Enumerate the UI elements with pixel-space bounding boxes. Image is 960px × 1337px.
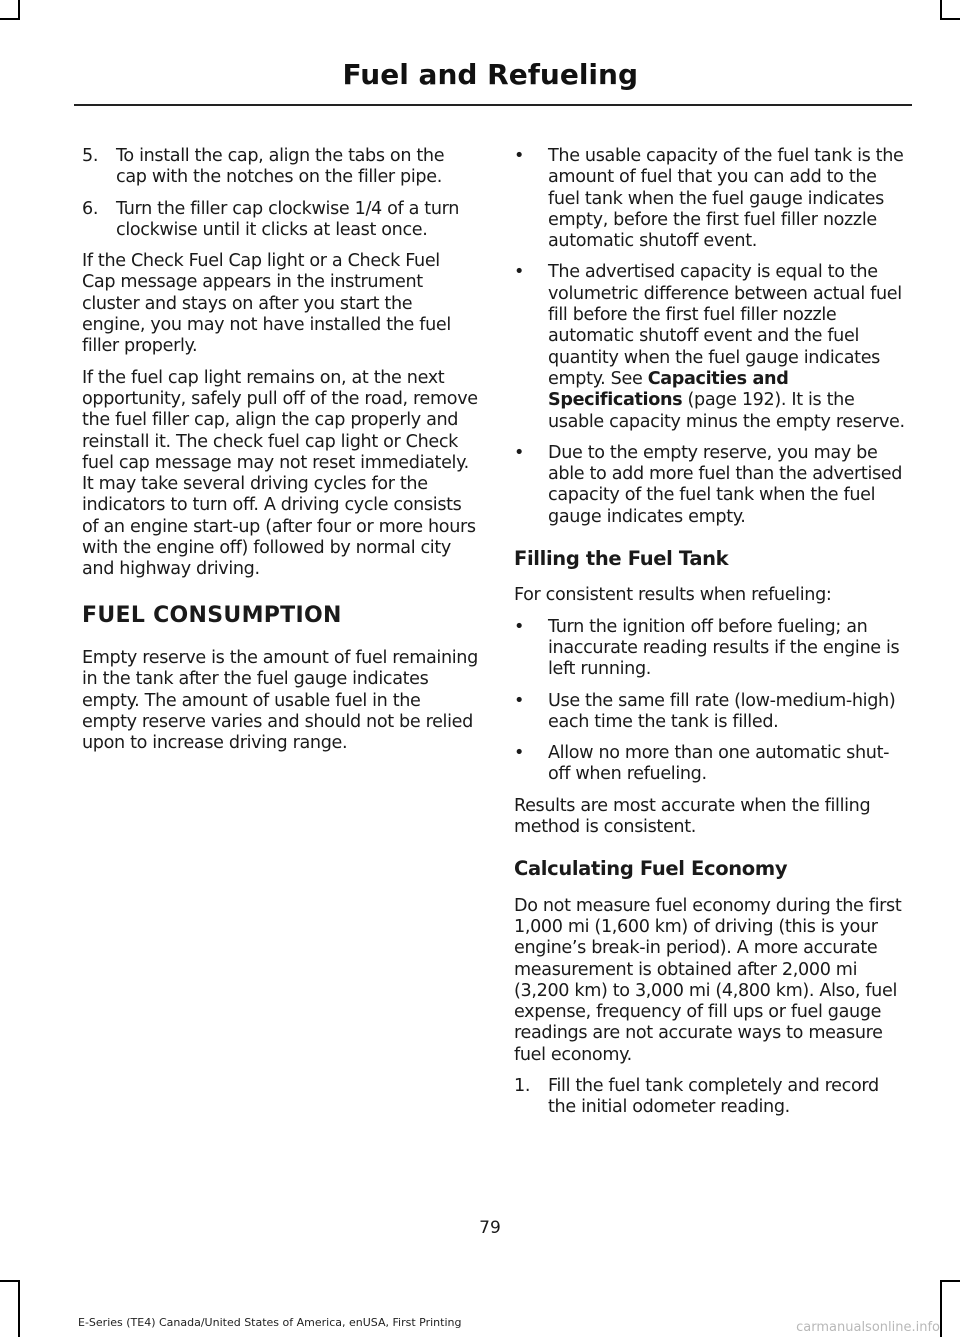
bullet-text: Use the same fill rate (low-medium-high) each time the tank is filled. [548,690,896,732]
crop-mark [0,1280,20,1282]
bullet-fill-rate [514,691,910,734]
page-header-title: Fuel and Refueling [342,58,638,91]
bullet-usable-capacity [514,146,910,252]
crop-mark [18,0,20,18]
page-number: 79 [479,1218,501,1238]
crop-mark [0,18,20,20]
bullet-text: The advertised capacity is equal to the volumetric difference between actual fuel fill before the first fuel filler nozzle automatic shutoff event and the fuel quantity when the fuel gauge indicates empty. See [548,262,902,389]
capacities-specifications-link[interactable]: Capacities and Specifications [548,368,789,411]
step-number: 1. [514,1075,531,1096]
bullet-shut-off [514,743,910,786]
section-heading-fuel-consumption: FUEL CONSUMPTION [82,602,342,628]
left-column [82,146,478,764]
paragraph-empty-reserve: Empty reserve is the amount of fuel remaining in the tank after the fuel gauge indicates empty. The amount of usable fuel in the empty reserve varies and should not be relied upon to increase driving range. [82,647,478,754]
paragraph-calc: Do not measure fuel economy during the first 1,000 mi (1,600 km) of driving (this is your engine’s break-in period). A more accurate measurement is obtained after 2,000 mi (3,200 km) to 3,000 mi (4,800 km). Also, fuel expense, frequency of fill ups or fuel gauge readings are not accurate ways to measure fuel economy. [514,895,902,1065]
bullet-empty-reserve [514,443,910,528]
step-6 [82,199,478,242]
bullet-text: Turn the ignition off before fueling; an inaccurate reading results if the engine is left running. [548,616,900,680]
paragraph-filling-result: Results are most accurate when the filling method is consistent. [514,795,871,838]
crop-mark [18,1280,20,1337]
bullet-marker: • [514,146,525,166]
paragraph-fuel-cap-light: If the fuel cap light remains on, at the next opportunity, safely pull off of the road, remove the fuel filler cap, align the cap properly and reinstall it. The check fuel cap light or Check fuel cap message may not reset immediately. It may take several driving cycles for the indicators to turn off. A driving cycle consists of an engine start-up (after four or more hours with the engine off) followed by normal city and highway driving. [82,367,478,580]
step-text: Fill the fuel tank completely and record the initial odometer reading. [548,1075,879,1118]
crop-mark [940,1280,960,1282]
bullet-text-tail: It is the usable capacity minus the empty reserve. [548,390,905,432]
crop-mark [940,1280,942,1337]
header-rule [74,104,912,106]
bullet-advertised-capacity [514,262,910,432]
bullet-marker: • [514,743,525,764]
bullet-marker: • [514,262,525,283]
bullet-ignition-off [514,617,910,681]
watermark: carmanualsonline.info [796,1320,940,1335]
step-5 [82,146,478,189]
crop-mark [940,0,942,18]
bullet-text: Allow no more than one automatic shut-off when refueling. [548,743,890,785]
paragraph-filling-intro: For consistent results when refueling: [514,585,832,606]
step-number: 6. [82,198,99,219]
bullet-marker: • [514,442,525,463]
page-reference: (page 192). [682,390,787,411]
bullet-text: The usable capacity of the fuel tank is the amount of fuel that you can add to the fuel tank when the fuel gauge indicates empty, before the first fuel filler nozzle automatic shutoff event. [548,146,904,252]
step-text: Turn the filler cap clockwise 1/4 of a turn clockwise until it clicks at least once. [116,198,460,240]
step-text: To install the cap, align the tabs on the cap with the notches on the filler pipe. [116,146,445,188]
bullet-text: Due to the empty reserve, you may be able to add more fuel than the advertised capacity of the fuel tank when the fuel gauge indicates empty. [548,442,903,527]
footer-text: E-Series (TE4) Canada/United States of America, enUSA, First Printing [78,1316,462,1329]
step-number: 5. [82,146,99,166]
section-heading-filling: Filling the Fuel Tank [514,547,729,571]
bullet-marker: • [514,616,525,637]
section-heading-calculating: Calculating Fuel Economy [514,857,788,881]
crop-mark [940,18,960,20]
bullet-marker: • [514,690,525,711]
calc-step-1 [514,1076,910,1119]
right-column [514,146,910,1129]
paragraph-check-fuel-cap: If the Check Fuel Cap light or a Check Fuel Cap message appears in the instrument cluster and stays on after you start the engine, you may not have installed the fuel filler properly. [82,251,451,357]
